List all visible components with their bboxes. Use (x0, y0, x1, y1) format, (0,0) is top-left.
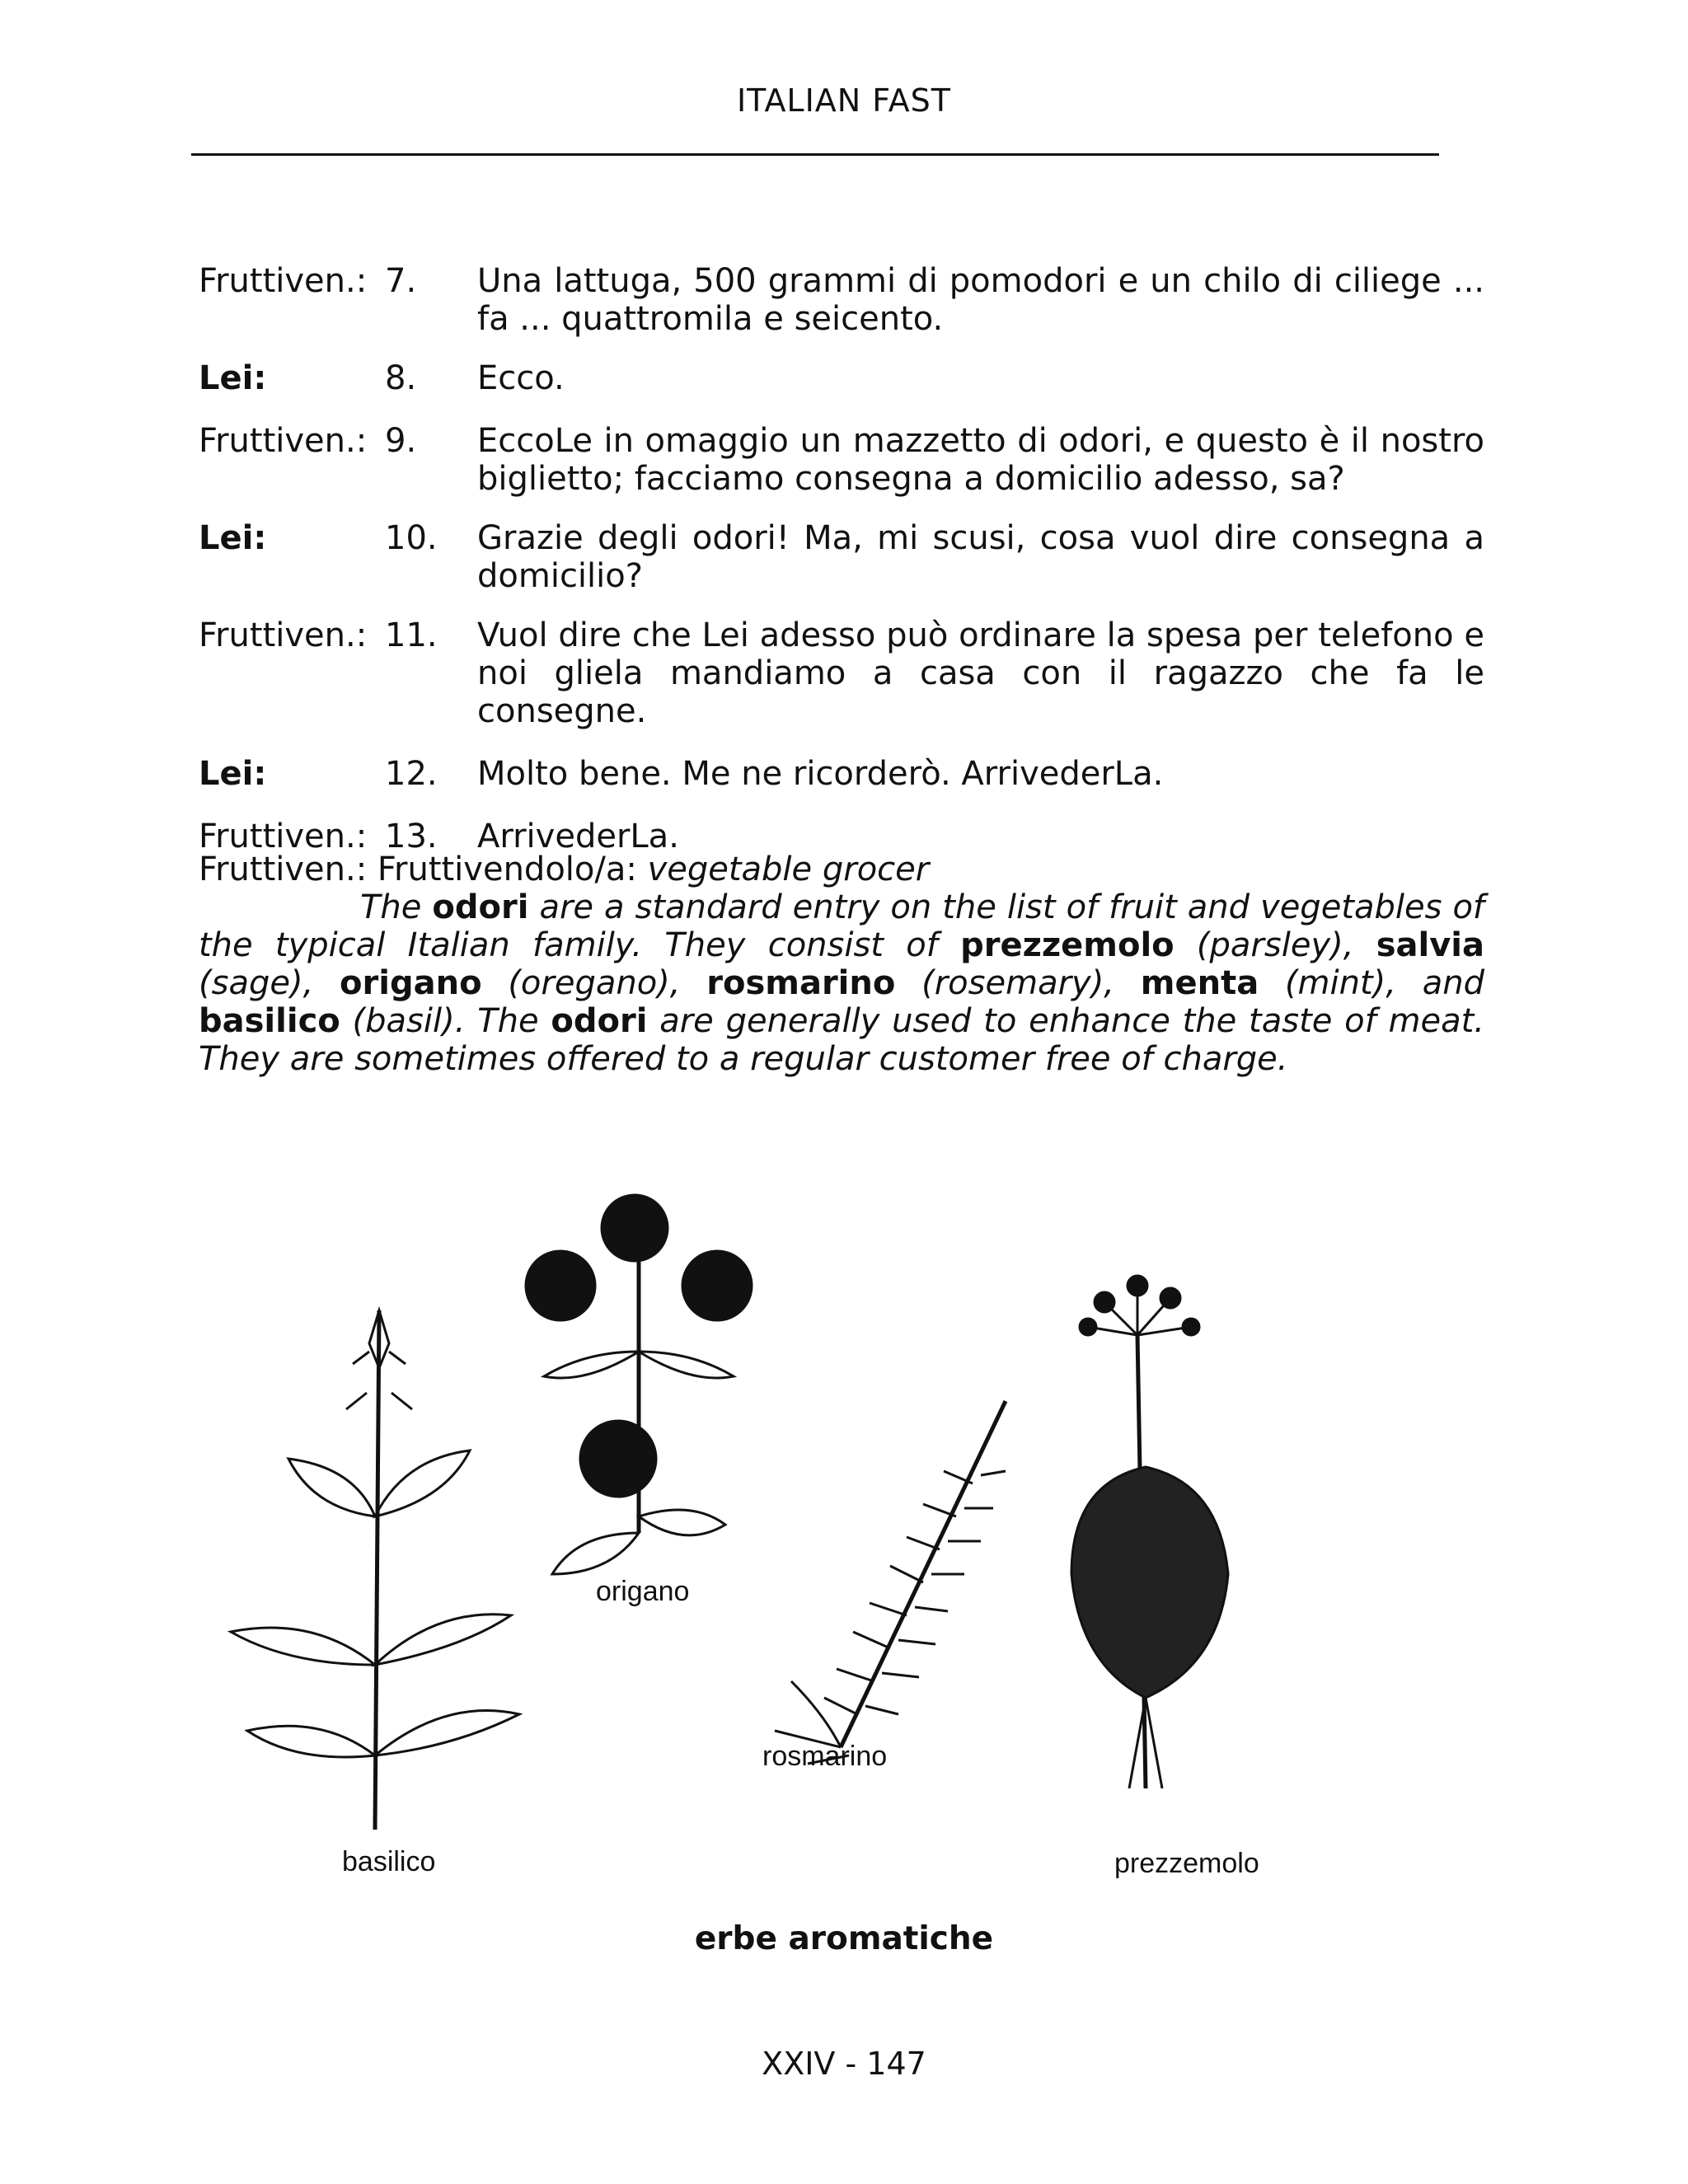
speaker-label: Lei: (199, 519, 267, 557)
glossary-label: Fruttiven.: (199, 851, 368, 888)
line-text: Vuol dire che Lei adesso può ordinare la spesa per telefono e noi gliela mandiamo a casa con il ragazzo che fa le consegne. (477, 616, 1484, 730)
dialogue-line (199, 755, 1484, 793)
label-basilico: basilico (342, 1846, 436, 1877)
speaker-label: Lei: (199, 755, 267, 793)
label-rosmarino: rosmarino (762, 1741, 888, 1772)
origano-drawing (526, 1195, 752, 1574)
speaker-label: Fruttiven.: (199, 262, 368, 300)
term-basilico: basilico (199, 1002, 340, 1040)
term-rosmarino: rosmarino (706, 964, 896, 1002)
line-number: 12. (385, 755, 438, 793)
label-prezzemolo: prezzemolo (1114, 1848, 1259, 1879)
header-rule (191, 153, 1439, 156)
speaker-label: Fruttiven.: (199, 616, 368, 654)
line-number: 9. (385, 422, 417, 460)
line-text: EccoLe in omaggio un mazzetto di odori, e questo è il nostro biglietto; facciamo consegna a domicilio adesso, sa? (477, 422, 1484, 498)
note-text: (basil). The (352, 1002, 539, 1040)
dialogue-line (199, 359, 1484, 397)
line-number: 7. (385, 262, 417, 300)
running-header: ITALIAN FAST (736, 82, 952, 119)
prezzemolo-drawing (1071, 1276, 1228, 1788)
cultural-note (199, 851, 1484, 1078)
note-text: are generally used to enhance the taste of meat. They are sometimes offered to a regular customer free of charge. (199, 1002, 1484, 1078)
term-odori: odori (432, 888, 529, 926)
basilico-drawing (231, 1310, 519, 1830)
dialogue (199, 262, 1484, 855)
line-number: 13. (385, 818, 438, 855)
page-number: XXIV - 147 (762, 2046, 926, 2082)
glossary-term: Fruttivendolo/a: (377, 851, 637, 888)
speaker-label: Lei: (199, 359, 267, 397)
line-text: Ecco. (477, 359, 565, 397)
term-odori: odori (551, 1002, 648, 1040)
note-text: are a standard entry on the list of fruit and vegetables of the typical Italian family. They consist of (199, 888, 1485, 964)
dialogue-line (199, 616, 1484, 730)
line-number: 11. (385, 616, 438, 654)
glossary-entry (199, 851, 1484, 888)
note-text: (mint), and (1284, 964, 1485, 1002)
line-number: 10. (385, 519, 438, 557)
note-text: (sage), (199, 964, 314, 1002)
figure-caption: erbe aromatiche (694, 1920, 994, 1957)
note-text: (oregano), (508, 964, 681, 1002)
term-salvia: salvia (1376, 926, 1485, 964)
note-text: (parsley), (1196, 926, 1354, 964)
term-prezzemolo: prezzemolo (960, 926, 1175, 964)
dialogue-line (199, 422, 1484, 498)
speaker-label: Fruttiven.: (199, 422, 368, 460)
dialogue-line (199, 262, 1484, 338)
note-paragraph (199, 888, 1484, 1078)
line-text: Molto bene. Me ne ricorderò. ArrivederLa. (477, 755, 1164, 793)
herbs-drawing (198, 1187, 1401, 1912)
term-menta: menta (1140, 964, 1259, 1002)
line-text: ArrivederLa. (477, 818, 679, 855)
herbs-illustration (198, 1187, 1401, 1912)
note-text: (rosemary), (921, 964, 1115, 1002)
line-number: 8. (385, 359, 417, 397)
rosmarino-drawing (775, 1401, 1006, 1764)
note-text: The (360, 888, 422, 926)
term-origano: origano (340, 964, 482, 1002)
dialogue-line (199, 519, 1484, 595)
speaker-label: Fruttiven.: (199, 818, 368, 855)
line-text: Una lattuga, 500 grammi di pomodori e un chilo di ciliege ... fa ... quattromila e seicento. (477, 262, 1484, 338)
line-text: Grazie degli odori! Ma, mi scusi, cosa vuol dire consegna a domicilio? (477, 519, 1484, 595)
glossary-translation: vegetable grocer (647, 851, 930, 888)
label-origano: origano (596, 1576, 690, 1607)
